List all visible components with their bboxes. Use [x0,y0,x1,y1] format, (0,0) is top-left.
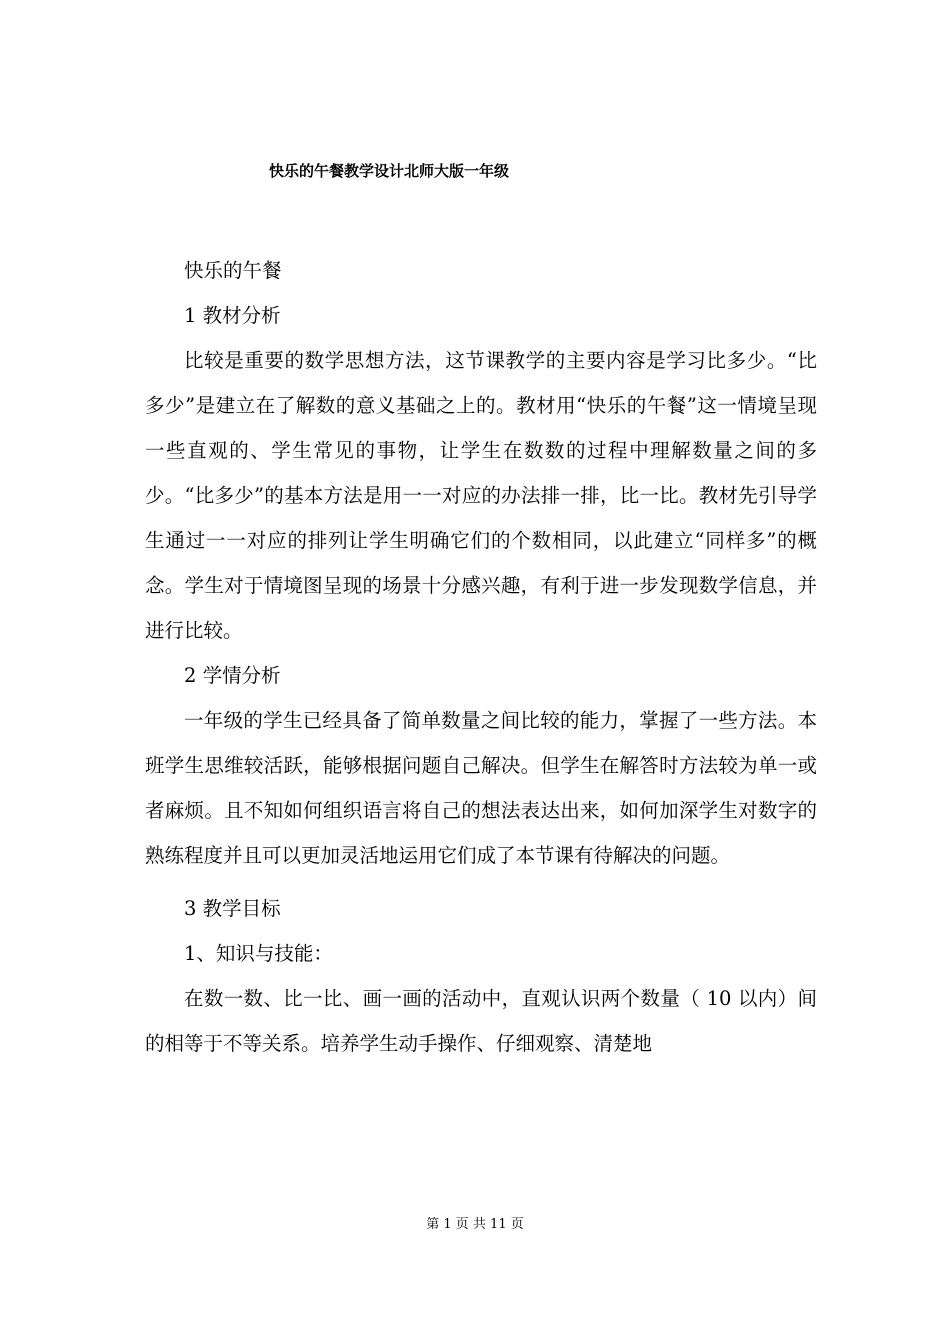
section-heading-lunch: 快乐的午餐 [184,259,282,282]
section-heading-teaching-goals: 3 教学目标 [184,897,281,920]
subheading-knowledge-skills: 1、知识与技能： [184,942,333,965]
section-heading-student-analysis: 2 学情分析 [184,664,281,687]
paragraph-material-analysis: 比较是重要的数学思想方法，这节课教学的主要内容是学习比多少。“比多少”是建立在了解数的意义基础之上的。教材用“快乐的午餐”这一情境呈现一些直观的、学生常见的事物，让学生在数数的过程中理解数量之间的多少。“比多少”的基本方法是用一一对应的办法排一排，比一比。教材先引导学生通过一一对应的排列让学生明确它们的个数相同，以此建立“同样多”的概念。学生对于情境图呈现的场景十分感兴趣，有利于进一步发现数学信息，并进行比较。 [145,349,817,642]
section-heading-material-analysis: 1 教材分析 [184,304,281,327]
paragraph-student-analysis: 一年级的学生已经具备了简单数量之间比较的能力，掌握了一些方法。本班学生思维较活跃，能够根据问题自己解决。但学生在解答时方法较为单一或者麻烦。且不知如何组织语言将自己的想法表达出来，如何加深学生对数字的熟练程度并且可以更加灵活地运用它们成了本节课有待解决的问题。 [145,709,817,867]
paragraph-knowledge-skills: 在数一数、比一比、画一画的活动中，直观认识两个数量（ 10 以内）间的相等于不等关系。培养学生动手操作、仔细观察、清楚地 [145,987,817,1055]
document-body [145,248,817,1066]
document-title: 快乐的午餐教学设计北师大版一年级 [269,162,510,180]
page-number-footer: 第 1 页 共 11 页 [426,1217,524,1232]
